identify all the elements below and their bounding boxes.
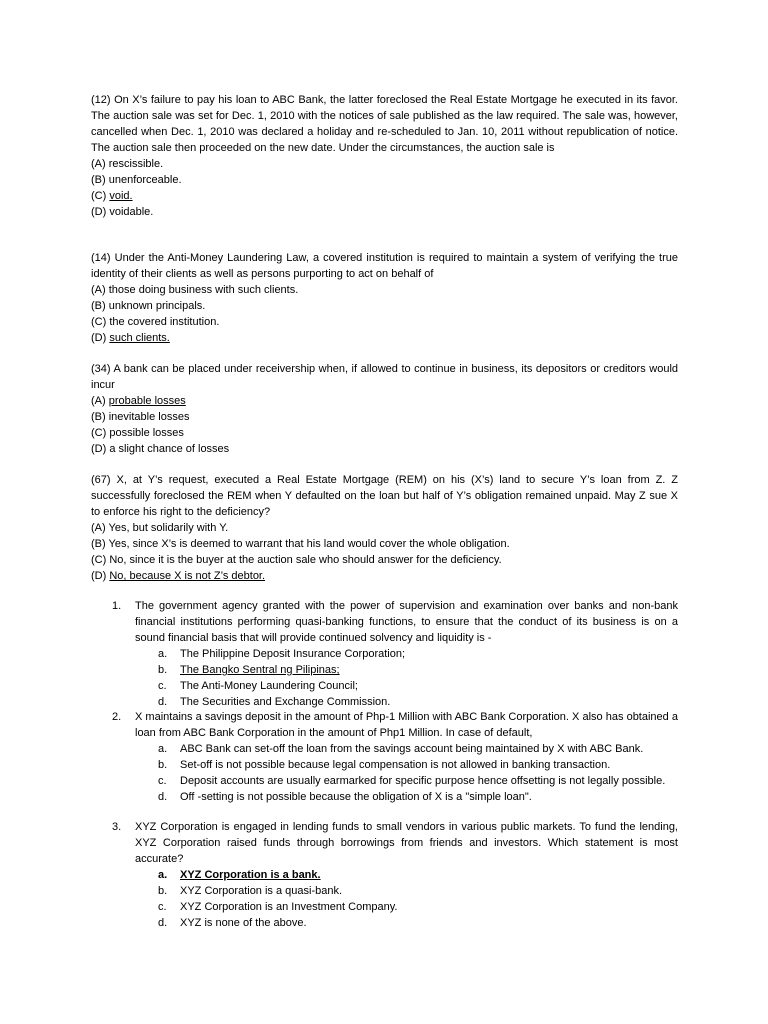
option-list	[112, 867, 678, 931]
choice-a: (A) those doing business with such clients.	[91, 284, 299, 296]
question-67	[91, 472, 678, 584]
choice-b: (B) inevitable losses	[91, 411, 190, 423]
question-text: The government agency granted with the power of supervision and examination over banks and non-bank financial institutions performing quasi-banking functions, to ensure that the conduct of its business is on a sound financial basis that will provide continued solvency and liquidity is -	[135, 600, 678, 644]
choice-b: (B) Yes, since X’s is deemed to warrant that his land would cover the whole obligation.	[91, 538, 510, 550]
choice-c: (C) the covered institution.	[91, 316, 220, 328]
choice-d: (D) voidable.	[91, 206, 154, 218]
question-12-text: (12) On X’s failure to pay his loan to ABC Bank, the latter foreclosed the Real Estate Mortgage he executed in its favor. The auction sale was set for Dec. 1, 2010 with the notices of sale published as the law required. The sale was, however, cancelled when Dec. 1, 2010 was declared a holiday and re-scheduled to Jan. 10, 2011 without republication of notice. The auction sale then proceeded on the new date. Under the circumstances, the auction sale is	[91, 94, 678, 154]
choice-b: (B) unenforceable.	[91, 174, 182, 186]
option-b: b. XYZ Corporation is a quasi-bank.	[158, 885, 343, 897]
choice-a: (A) Yes, but solidarily with Y.	[91, 522, 229, 534]
option-c: c. Deposit accounts are usually earmarked for specific purpose hence offsetting is not legally possible.	[158, 775, 666, 787]
choice-a-answer: (A) probable losses	[91, 395, 186, 407]
choice-c: (C) possible losses	[91, 427, 184, 439]
option-b-answer: b. The Bangko Sentral ng Pilipinas;	[158, 664, 340, 676]
question-number: 2.	[112, 711, 122, 723]
choice-d-answer: (D) such clients.	[91, 332, 170, 344]
choice-d: (D) a slight chance of losses	[91, 443, 230, 455]
option-c: c. XYZ Corporation is an Investment Company.	[158, 901, 398, 913]
question-number: 3.	[112, 821, 122, 833]
option-a: a. The Philippine Deposit Insurance Corporation;	[158, 648, 406, 660]
numbered-question-2	[112, 709, 678, 805]
question-34-text: (34) A bank can be placed under receivership when, if allowed to continue in business, its depositors or creditors would incur	[91, 363, 678, 391]
option-a: a. ABC Bank can set-off the loan from the savings account being maintained by X with ABC Bank.	[158, 743, 644, 755]
question-14-text: (14) Under the Anti-Money Laundering Law, a covered institution is required to maintain a system of verifying the true identity of their clients as well as persons purporting to act on behalf of	[91, 252, 678, 280]
choice-c: (C) No, since it is the buyer at the auction sale who should answer for the deficiency.	[91, 554, 502, 566]
question-34	[91, 361, 678, 457]
option-b: b. Set-off is not possible because legal compensation is not allowed in banking transaction.	[158, 759, 611, 771]
numbered-question-1	[112, 598, 678, 710]
question-number: 1.	[112, 600, 122, 612]
option-list	[112, 741, 678, 805]
option-d: d. Off -setting is not possible because the obligation of X is a "simple loan".	[158, 791, 532, 803]
option-c: c. The Anti-Money Laundering Council;	[158, 680, 358, 692]
numbered-question-3	[112, 819, 678, 931]
choice-b: (B) unknown principals.	[91, 300, 206, 312]
option-d: d. The Securities and Exchange Commission.	[158, 696, 391, 708]
question-67-text: (67) X, at Y’s request, executed a Real Estate Mortgage (REM) on his (X’s) land to secure Y’s loan from Z. Z successfully foreclosed the REM when Y defaulted on the loan but half of Y’s obligation remained unpaid. May Z sue X to enforce his right to the deficiency?	[91, 474, 678, 518]
question-12	[91, 92, 678, 220]
choice-c-answer: (C) void.	[91, 190, 133, 202]
question-14	[91, 250, 678, 346]
option-d: d. XYZ is none of the above.	[158, 917, 307, 929]
question-text: X maintains a savings deposit in the amount of Php-1 Million with ABC Bank Corporation. X also has obtained a loan from ABC Bank Corporation in the amount of Php1 Million. In case of default,	[135, 711, 678, 739]
choice-d-answer: (D) No, because X is not Z’s debtor.	[91, 570, 266, 582]
option-list	[112, 646, 678, 710]
choice-a: (A) rescissible.	[91, 158, 164, 170]
question-text: XYZ Corporation is engaged in lending funds to small vendors in various public markets. To fund the lending, XYZ Corporation raised funds through borrowings from friends and investors. Which statement is most accurate?	[135, 821, 678, 865]
option-a-answer: a. XYZ Corporation is a bank.	[158, 869, 321, 881]
